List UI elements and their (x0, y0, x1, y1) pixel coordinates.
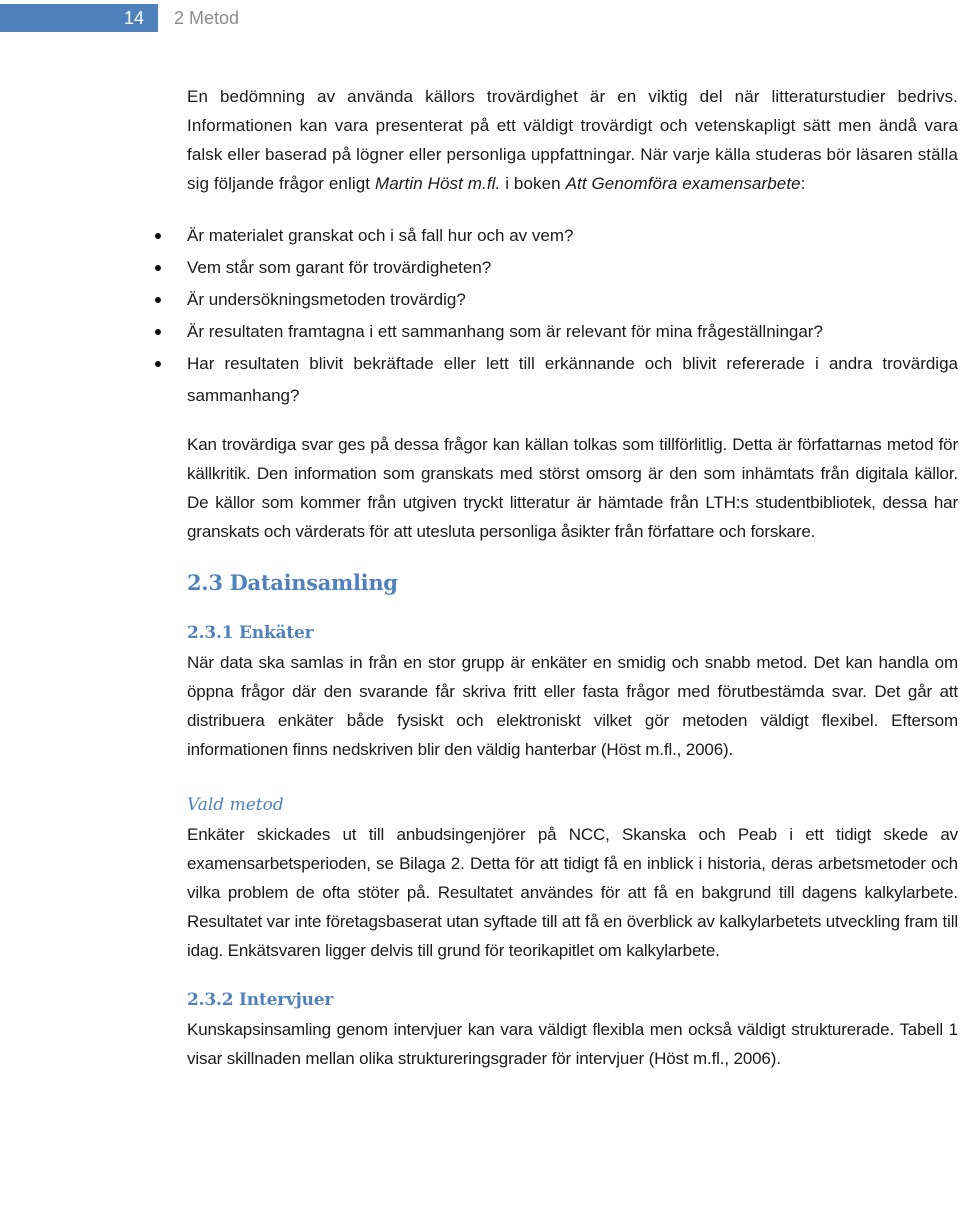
intro-text: En bedömning av använda källors trovärdighet är en viktig del när litteraturstudier bedrivs. Informationen kan vara presenterat på ett väldigt trovärdigt och vetenskapligt sätt men ändå vara falsk eller baserad på lögner eller personliga uppfattningar. När varje källa studeras bör läsaren ställa sig följande frågor enligt (187, 87, 958, 193)
spacer (187, 412, 958, 430)
book-title: Att Genomföra examensarbete (565, 174, 801, 193)
subsection-heading-enkater: 2.3.1 Enkäter (187, 623, 314, 643)
vald-metod-paragraph: Enkäter skickades ut till anbudsingenjörer på NCC, Skanska och Peab i ett tidigt skede av examensarbetsperioden, se Bilaga 2. Detta för att tidigt få en inblick i historia, deras arbetsmetoder och vilka problem de ofta stöter på. Resultatet användes för att få en bakgrund till dagens kalkylarbete. Resultatet var inte företagsbaserat utan syftade till att få en överblick av kalkylarbetets utveckling fram till idag. Enkätsvaren ligger delvis till grund för teorikapitlet om kalkylarbete. (187, 825, 958, 960)
list-item: Har resultaten blivit bekräftade eller lett till erkännande och blivit refererade i andra trovärdiga sammanhang? (187, 348, 958, 412)
intro-text-middle: i boken (500, 174, 566, 193)
page-header (0, 0, 960, 36)
page-number: 14 (0, 4, 158, 32)
question-list (187, 220, 958, 412)
enkater-paragraph: När data ska samlas in från en stor grupp är enkäter en smidig och snabb metod. Det kan handla om öppna frågor där den svarande får skriva fritt eller fasta frågor med förutbestämda svar. Det går att distribuera enkäter både fysiskt och elektroniskt vilket gör metoden väldigt flexibel. Eftersom informationen finns nedskriven blir den väldig hanterbar (Höst m.fl., 2006). (187, 653, 958, 759)
intro-text-end: : (800, 174, 806, 193)
chapter-title: 2 Metod (174, 8, 240, 28)
page-body (187, 82, 958, 1073)
intervjuer-paragraph: Kunskapsinsamling genom intervjuer kan vara väldigt flexibla men också väldigt strukturerade. Tabell 1 visar skillnaden mellan olika struktureringsgrader för intervjuer (Höst m.fl., 2006). (187, 1020, 958, 1068)
list-item: Är resultaten framtagna i ett sammanhang som är relevant för mina frågeställningar? (187, 316, 958, 348)
conclusion-paragraph: Kan trovärdiga svar ges på dessa frågor kan källan tolkas som tillförlitlig. Detta är författarnas metod för källkritik. Den information som granskats med störst omsorg är den som inhämtats från digitala källor. De källor som kommer från utgiven tryckt litteratur är hämtade från LTH:s studentbibliotek, dessa har granskats och värderats för att utesluta personliga åsikter från författare och forskare. (187, 435, 958, 541)
vald-metod-heading: Vald metod (187, 795, 284, 815)
subsection-heading-intervjuer: 2.3.2 Intervjuer (187, 990, 334, 1010)
author-reference: Martin Höst m.fl. (374, 174, 501, 193)
list-item: Är undersökningsmetoden trovärdig? (187, 284, 958, 316)
intro-paragraph (187, 82, 958, 198)
list-item: Vem står som garant för trovärdigheten? (187, 252, 958, 284)
section-heading: 2.3 Datainsamling (187, 570, 398, 595)
list-item: Är materialet granskat och i så fall hur och av vem? (187, 220, 958, 252)
